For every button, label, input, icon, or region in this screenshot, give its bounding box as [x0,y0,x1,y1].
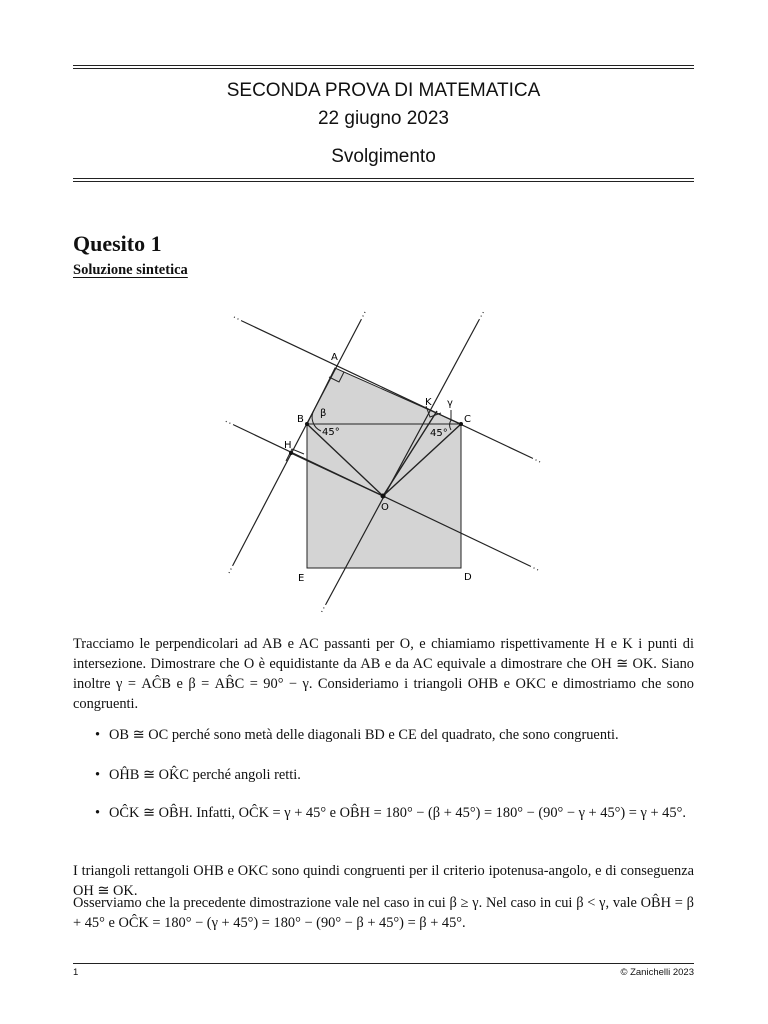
point-b-dot [305,422,309,426]
line-oh-dots-right [530,566,540,571]
section-subheading: Soluzione sintetica [73,262,188,278]
line-ok-dots-top [479,311,484,320]
bullet-dot: • [95,727,101,743]
label-o: O [381,502,389,513]
bullet-dot: • [95,805,101,821]
label-angle-c: 45° [430,428,448,439]
page-number: 1 [73,967,79,978]
label-e: E [298,573,305,584]
line-ab-dots-top [361,310,366,320]
footer-rule [73,963,694,964]
label-c: C [464,414,471,425]
section-heading: Quesito 1 [73,231,162,256]
line-ok-dots-bottom [321,604,326,613]
bullet-dot: • [95,767,101,783]
point-h-dot [289,451,293,455]
intro-paragraph: Tracciamo le perpendicolari ad AB e AC passanti per O, e chiamiamo rispettivamente H e K i punti di intersezione. Dimostrare che O è equidistante da AB e da AC equivale a dimostrare che OH ≅ OK. Siano inoltre γ = AĈB e β = AB̂C = 90° − γ. Consideriamo i triangoli OHB e OKC e dimostriamo che sono congruenti. [73,636,694,712]
label-h: H [284,440,292,451]
conclusion-paragraph: I triangoli rettangoli OHB e OKC sono quindi congruenti per il criterio ipotenusa-angolo, e di conseguenza OH ≅ OK. [73,863,694,899]
line-ab-dots-bottom [229,565,233,573]
bullet-text: OĈK ≅ OB̂H. Infatti, OĈK = γ + 45° e OB̂H = 180° − (β + 45°) = 180° − (90° − γ + 45°) = γ + 45°. [109,805,686,821]
copyright-notice: © Zanichelli 2023 [620,967,694,978]
point-c-dot [459,422,463,426]
bullet-text: OB ≅ OC perché sono metà delle diagonali BD e CE del quadrato, che sono congruenti. [109,727,619,743]
line-ac-dots-left [232,316,242,321]
label-beta: β [320,408,327,419]
line-oh-dots-left [225,421,234,425]
label-angle-b: 45° [322,427,340,438]
remark-paragraph: Osserviamo che la precedente dimostrazione vale nel caso in cui β ≥ γ. Nel caso in cui β < γ, vale OB̂H = β + 45° e OĈK = 180° − (γ + 45°) = 180° − (90° − β + 45°) = β + 45°. [73,895,694,931]
label-d: D [464,572,472,583]
label-b: B [297,414,304,425]
exam-date: 22 giugno 2023 [317,108,449,129]
label-gamma: γ [447,398,453,409]
label-a: A [331,352,338,363]
document-subtitle: Svolgimento [331,146,436,167]
point-o-dot [381,494,386,499]
label-k: K [425,397,432,408]
document-title: SECONDA PROVA DI MATEMATICA [226,80,541,101]
line-ac-dots-right [532,458,542,463]
bullet-text: OĤB ≅ OK̂C perché angoli retti. [109,767,301,783]
